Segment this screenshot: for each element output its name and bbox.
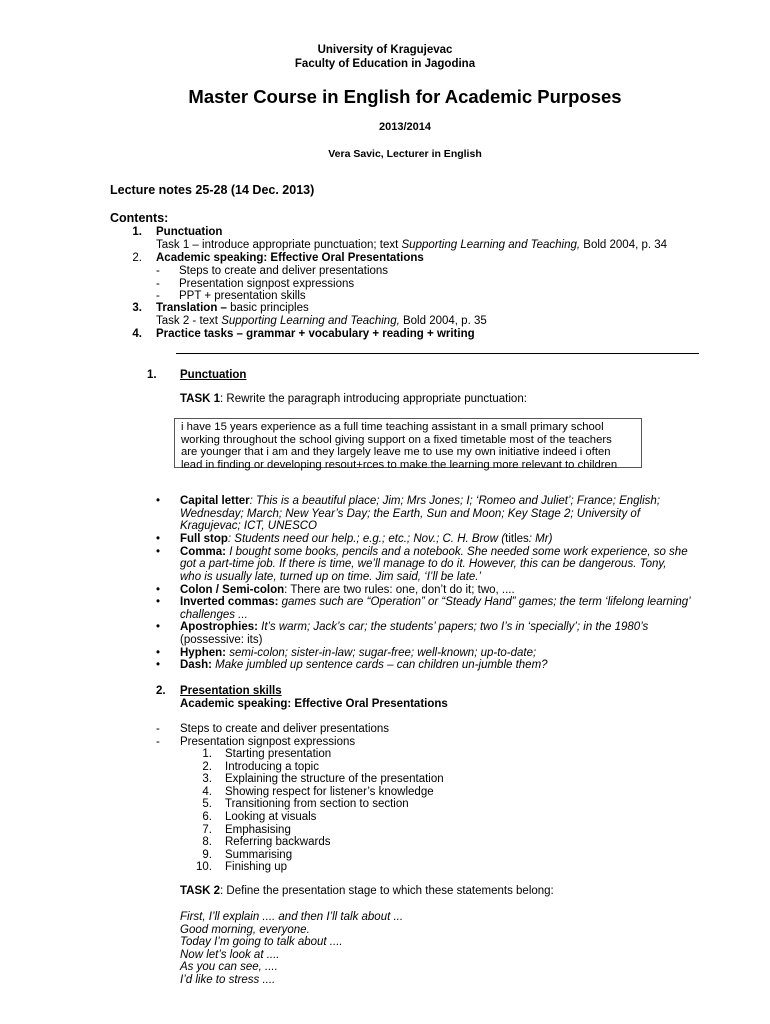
list-number: 2. (132, 252, 142, 264)
list-item: • Apostrophies: It’s warm; Jack’s car; the students’ papers; two I’s in ‘specially’; in the 1980’s (possessive: its) (156, 621, 649, 646)
list-number: 3. (132, 302, 142, 314)
list-number: 4. (132, 328, 142, 340)
document-page: University of Kragujevac Faculty of Education in Jagodina Master Course in English for Academic Purposes 2013/2014 Vera Savic, Lecturer in English Lecture notes 25-28 (14 Dec. 2013) Contents: 1. Punctuation Task 1 – introduce appropriate punctuation; text Supporting Learning and Teaching, Bold 2004, p. 34 2. Academic speaking: Effective Oral Presentations - Steps to create and deliver presentations - Presentation signpost expressions - PPT + presentation skills 3. Translation – basic principles Task 2 - text Supporting Learning and Teaching, Bold 2004, p. 35 4. Practice tasks – grammar + vocabulary + reading + writing 1. Punctuation TASK 1: Rewrite the paragraph introducing appropriate punctuation: i have 15 years experience as a full time teaching assistant in a small primary school working throughout the school giving support on a fixed timetable most of the teachers are younger that i am and they largely leave me to use my own initiative indeed i often lead in finding or developing resout+rces to make the learning more relevant to children • Capital letter: This is a beautiful place; Jim; Mrs Jones; I; ‘Romeo and Juliet’; France; English; Wednesday; March; New Year’s Day; the Earth, Sun and Moon; Key Stage 2; University of Kragujevac; ICT, UNESCO • Full stop: Students need our help.; e.g.; etc.; Nov.; C. H. Brow (titles: Mr) • Comma: I bought some books, pencils and a notebook. She needed some work experience, so she got a part-time job. If there is time, we’ll manage to do it. However, this can be dangerous. Tony, who is usually late, turned up on time. Jim said, ‘I’ll be late.’ • Colon / Semi-colon: There are two rules: one, don’t do it; two, .... • Inverted commas: games such are “Operation” or “Steady Hand” games; the term ‘lifelong learning’ challenges ... • Apostrophies: It’s warm; Jack’s car; the students’ papers; two I’s in ‘specially’; in the 1980’s (possessive: its) • Hyphen: semi-colon; sister-in-law; sugar-free; well-known; up-to-date; • Dash: Make jumbled up sentence cards – can children un-jumble them? 2. Presentation skills Academic speaking: Effective Oral Presentations - Steps to create and deliver presentations - Presentation signpost expressions 1. Starting presentation 2. Introducing a topic 3. Explaining the structure of the presentation 4. Showing respect for listener’s knowledge 5. Transitioning from section to section 6. Looking at visuals 7. Emphasising 8. Referring backwards 9. Summarising 10. Finishing up TASK 2: Define the presentation stage to which these statements belong: First, I’ll explain .... and then I’ll talk about ... Good morning, everyone. Today I’m going to talk about .... Now let’s look at .... As you can see, .... I’d like to stress .... (0, 0, 770, 1024)
contents-item-1-task: Task 1 – introduce appropriate punctuation; text Supporting Learning and Teaching, Bold 2004, p. 34 (156, 239, 668, 251)
box-line: lead in finding or developing resout+rces to make the learning more relevant to children (181, 458, 618, 471)
list-item: 2. Introducing a topic (202, 760, 319, 773)
section-1-number: 1. (147, 369, 157, 381)
statement: Now let’s look at .... (180, 948, 280, 961)
list-item: 6. Looking at visuals (202, 810, 317, 823)
list-item: 3. Explaining the structure of the presentation (202, 773, 444, 786)
list-item: • Capital letter: This is a beautiful place; Jim; Mrs Jones; I; ‘Romeo and Juliet’; France; English; Wednesday; March; New Year’s Day; the Earth, Sun and Moon; Key Stage 2; University of Kragujevac; ICT, UNESCO (156, 495, 661, 533)
list-item: - Presentation signpost expressions (156, 735, 356, 748)
list-item: • Comma: I bought some books, pencils and a notebook. She needed some work experience, so she got a part-time job. If there is time, we’ll manage to do it. However, this can be dangerous. Tony, who is usually late, turned up on time. Jim said, ‘I’ll be late.’ (156, 545, 688, 583)
signpost-numbered-list (0, 748, 770, 874)
box-line: working throughout the school giving support on a fixed timetable most of the teachers (181, 433, 612, 446)
list-number: 1. (132, 226, 142, 238)
section-1-title: Punctuation (180, 369, 247, 381)
list-item: 7. Emphasising (202, 823, 291, 836)
box-line: i have 15 years experience as a full time teaching assistant in a small primary school (181, 421, 604, 433)
contents-item-title: Punctuation (156, 226, 223, 238)
statement: I’d like to stress .... (180, 973, 276, 986)
list-item: • Inverted commas: games such are “Operation” or “Steady Hand” games; the term ‘lifelong learning’ challenges ... (156, 596, 691, 621)
box-line: are younger that i am and they largely leave me to use my own initiative indeed i often (181, 446, 611, 458)
list-item: • Colon / Semi-colon: There are two rules: one, don’t do it; two, .... (156, 583, 515, 596)
task-1-instruction: TASK 1: Rewrite the paragraph introducing appropriate punctuation: (180, 393, 527, 405)
document-title: Master Course in English for Academic Purposes (188, 86, 622, 107)
contents-item-title: Academic speaking: Effective Oral Presentations (156, 252, 424, 264)
statement: First, I’ll explain .... and then I’ll talk about ... (180, 911, 404, 923)
punctuation-bullet-list (0, 495, 770, 672)
faculty-name: Faculty of Education in Jagodina (294, 58, 476, 70)
contents-item-title: Practice tasks – grammar + vocabulary + reading + writing (156, 328, 475, 340)
contents-item-3-task: Task 2 - text Supporting Learning and Teaching, Bold 2004, p. 35 (156, 315, 487, 327)
section-2-subtitle: Academic speaking: Effective Oral Presentations (180, 698, 448, 710)
list-item: 1. Starting presentation (202, 748, 332, 760)
list-item: 10. Finishing up (196, 861, 288, 874)
task-1-paragraph-box (174, 418, 642, 471)
contents-item-title: Translation – basic principles (156, 302, 309, 314)
statement: Good morning, everyone. (180, 923, 310, 936)
list-item: 8. Referring backwards (202, 836, 331, 849)
list-item: 9. Summarising (202, 848, 293, 861)
university-name: University of Kragujevac (317, 44, 453, 56)
list-item: 4. Showing respect for listener’s knowledge (202, 785, 434, 798)
lecture-notes-heading: Lecture notes 25-28 (14 Dec. 2013) (110, 183, 315, 197)
task-2-instruction: TASK 2: Define the presentation stage to which these statements belong: (180, 885, 554, 897)
statement: As you can see, .... (180, 961, 278, 974)
contents-heading: Contents: (110, 211, 169, 225)
statement: Today I’m going to talk about .... (180, 936, 343, 949)
section-2-title: Presentation skills (180, 685, 282, 697)
lecturer-name: Vera Savic, Lecturer in English (328, 148, 482, 160)
section-2-number: 2. (156, 685, 166, 697)
task-2-statements (180, 911, 403, 987)
academic-year: 2013/2014 (379, 121, 431, 133)
list-item: • Full stop: Students need our help.; e.g.; etc.; Nov.; C. H. Brow (titles: Mr) (156, 533, 553, 545)
list-item: 5. Transitioning from section to section (202, 798, 409, 811)
horizontal-divider (176, 353, 699, 354)
list-item: • Dash: Make jumbled up sentence cards – can children un-jumble them? (156, 659, 548, 672)
list-item: - Steps to create and deliver presentations (156, 723, 390, 735)
list-item: • Hyphen: semi-colon; sister-in-law; sugar-free; well-known; up-to-date; (156, 646, 537, 659)
section-2-dash-list (0, 723, 770, 748)
